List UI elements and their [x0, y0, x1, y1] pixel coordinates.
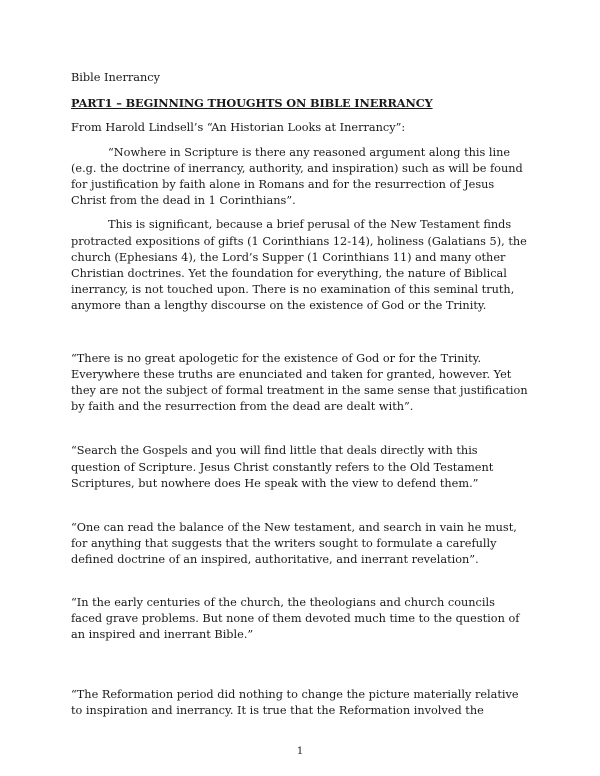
- page-number: 1: [296, 746, 304, 757]
- spacer: [71, 323, 528, 351]
- document-title: Bible Inerrancy: [71, 71, 160, 84]
- paragraph-quote-opening: “Nowhere in Scripture is there any reasoned argument along this line (e.g. the doctrine of inerrancy, authority, and inspiration) such as will be found for justification by faith alone in Romans and for the resurrection of Jesus Christ from the dead in 1 Corinthians”.: [71, 145, 523, 208]
- intro-line: From Harold Lindsell’s “An Historian Looks at Inerrancy”:: [71, 121, 406, 135]
- spacer: [71, 569, 528, 595]
- spacer: [71, 643, 528, 687]
- quote-paragraph: “In the early centuries of the church, the theologians and church councils faced grave problems. But none of them devoted much time to the question of an inspired and inerrant Bible.”: [71, 595, 520, 642]
- quote-paragraph: “One can read the balance of the New testament, and search in vain he must, for anything that suggests that the writers sought to formulate a carefully defined doctrine of an inspired, authoritative, and inerrant revelation”.: [71, 521, 517, 567]
- spacer: [71, 415, 528, 443]
- spacer: [71, 492, 528, 520]
- section-heading: PART1 – BEGINNING THOUGHTS ON BIBLE INERRANCY: [71, 96, 433, 111]
- paragraph-significance: This is significant, because a brief perusal of the New Testament finds protracted expositions of gifts (1 Corinthians 12-14), holiness (Galatians 5), the church (Ephesians 4), the Lord’s Supper (1 Corinthians 11) and many other Christian doctrines. Yet the foundation for everything, the nature of Biblical inerrancy, is not touched upon. There is no examination of this seminal truth, anymore than a lengthy discourse on the existence of God or the Trinity.: [71, 218, 527, 313]
- quote-paragraph: “The Reformation period did nothing to change the picture materially relative to inspiration and inerrancy. It is true that the Reformation involved the: [71, 688, 519, 718]
- quote-paragraph: “Search the Gospels and you will find little that deals directly with this question of Scripture. Jesus Christ constantly refers to the Old Testament Scriptures, but nowhere does He speak with the view to defend them.”: [71, 444, 494, 490]
- quote-paragraph: “There is no great apologetic for the existence of God or for the Trinity. Everywhere these truths are enunciated and taken for granted, however. Yet they are not the subject of formal treatment in the same sense that justification by faith and the resurrection from the dead are dealt with”.: [71, 351, 528, 414]
